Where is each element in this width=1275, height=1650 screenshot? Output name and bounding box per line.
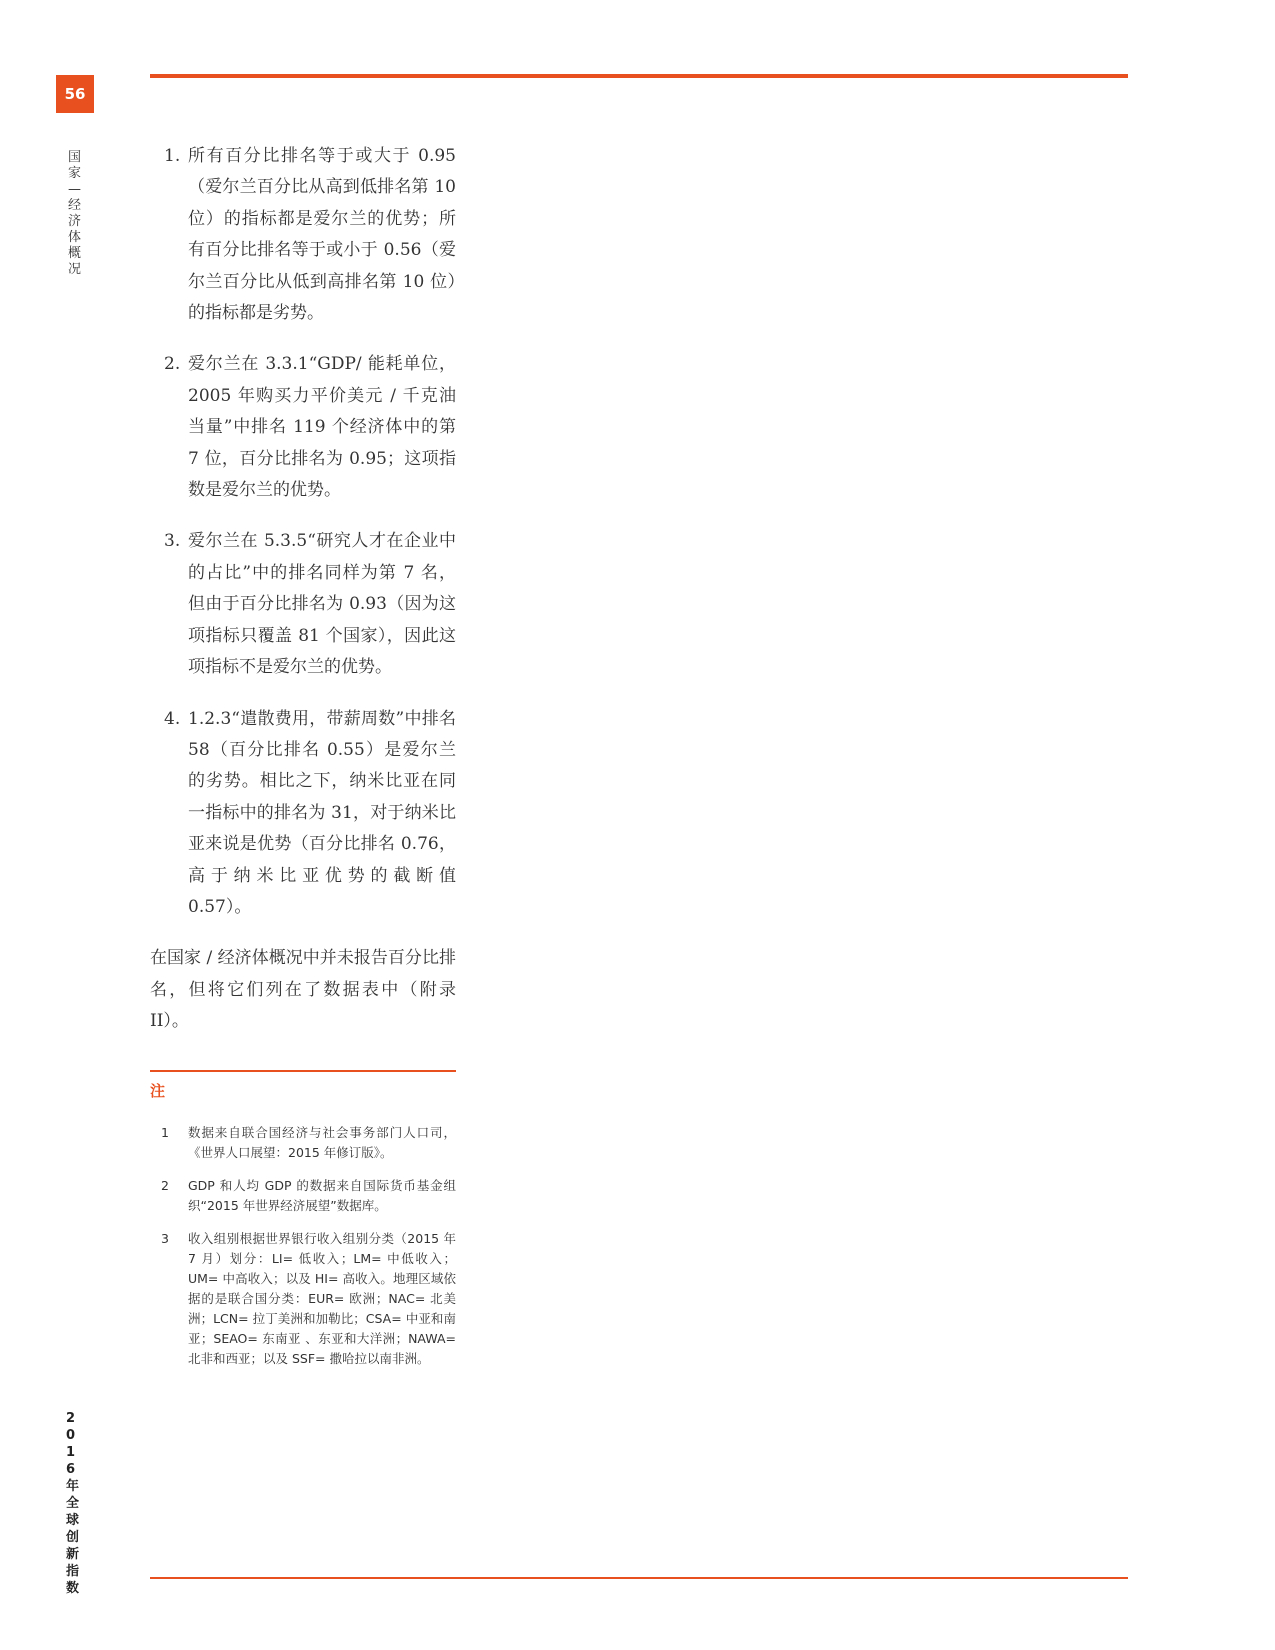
note-text: 数据来自联合国经济与社会事务部门人口司，《世界人口展望：2015 年修订版》。 [188, 1124, 456, 1160]
point-text: 爱尔兰在 3.3.1“GDP/ 能耗单位，2005 年购买力平价美元 / 千克油当量”中排名 119 个经济体中的第 7 位，百分比排名为 0.95；这项指数是爱尔兰的优势。 [188, 354, 456, 501]
note-number: 3 [161, 1230, 169, 1246]
point-text: 爱尔兰在 5.3.5“研究人才在企业中的占比”中的排名同样为第 7 名，但由于百分比排名为 0.93（因为这项指标只覆盖 81 个国家），因此这项指标不是爱尔兰的优势。 [188, 531, 456, 678]
point-item [150, 349, 456, 506]
note-number: 1 [161, 1124, 169, 1140]
point-text: 1.2.3“遣散费用，带薪周数”中排名 58（百分比排名 0.55）是爱尔兰的劣势。相比之下，纳米比亚在同一指标中的排名为 31，对于纳米比亚来说是优势（百分比排名 0.76，高于纳米比亚优势的截断值 0.57）。 [188, 708, 456, 917]
note-text: 收入组别根据世界银行收入组别分类（2015 年 7 月）划分：LI= 低收入；LM= 中低收入；UM= 中高收入；以及 HI= 高收入。地理区域依据的是联合国分类：EUR= 欧洲；NAC= 北美洲；LCN= 拉丁美洲和加勒比；CSA= 中亚和南亚；SEAO= 东南亚 、东亚和大洋洲；NAWA= 北非和西亚；以及 SSF= 撒哈拉以南非洲。 [188, 1230, 456, 1366]
page-number: 56 [56, 75, 94, 113]
point-text: 所有百分比排名等于或大于 0.95（爱尔兰百分比从高到低排名第 10 位）的指标都是爱尔兰的优势；所有百分比排名等于或小于 0.56（爱尔兰百分比从低到高排名第 10 位）的指标都是劣势。 [188, 146, 456, 324]
notes-title: 注 [150, 1081, 166, 1100]
note-number: 2 [161, 1177, 169, 1193]
side-footer-label: 2016年全球创新指数 [66, 1411, 80, 1596]
closing-paragraph: 在国家 / 经济体概况中并未报告百分比排名，但将它们列在了数据表中（附录 II）。 [150, 948, 456, 1032]
point-number: 2. [164, 354, 181, 375]
note-text: GDP 和人均 GDP 的数据来自国际货币基金组织“2015 年世界经济展望”数据库。 [188, 1177, 456, 1213]
point-item [150, 141, 456, 329]
point-number: 4. [164, 708, 181, 729]
notes-list [150, 1123, 456, 1369]
point-number: 3. [164, 531, 181, 552]
footer-rule [150, 1577, 1128, 1579]
note-item [150, 1176, 456, 1216]
notes-divider [150, 1070, 456, 1072]
point-number: 1. [164, 146, 181, 166]
main-column [150, 141, 456, 1382]
side-section-label: 国家—经济体概况 [68, 150, 82, 277]
note-item [150, 1123, 456, 1163]
point-item [150, 526, 456, 683]
note-item [150, 1229, 456, 1369]
header-rule [150, 74, 1128, 78]
numbered-points [150, 141, 456, 923]
point-item [150, 704, 456, 924]
